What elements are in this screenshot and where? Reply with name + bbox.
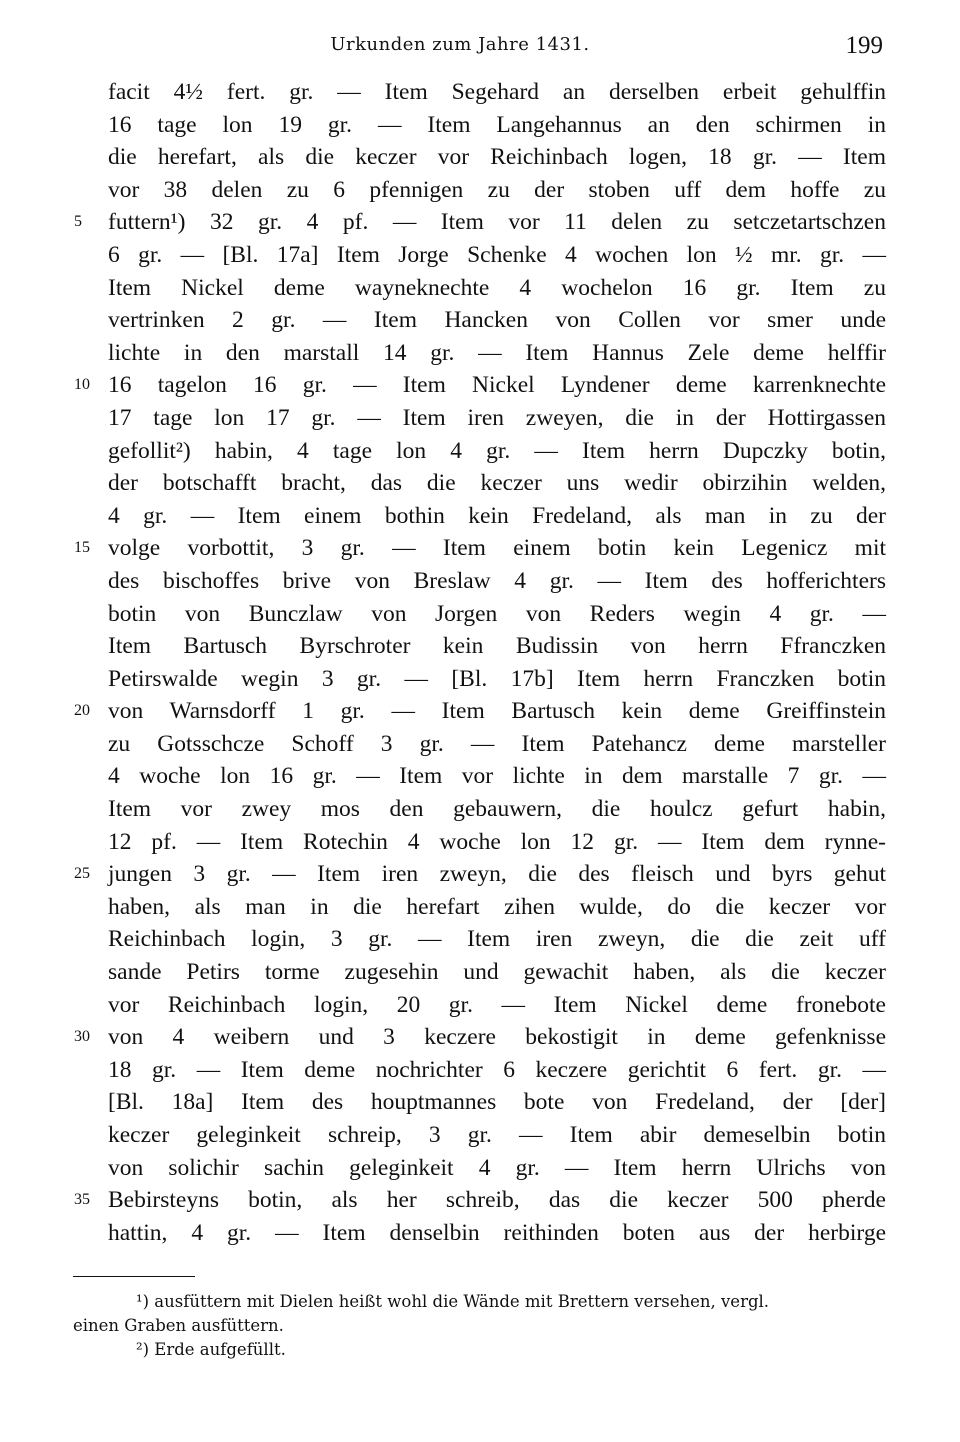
text-line — [74, 206, 886, 239]
text-line — [108, 239, 886, 272]
text-line — [108, 304, 886, 337]
line-text: Petirswalde wegin 3 gr. — [Bl. 17b] Item herrn Franczken botin — [108, 665, 886, 692]
text-line — [74, 1021, 886, 1054]
text-line — [108, 793, 886, 826]
text-line — [108, 565, 886, 598]
line-text: die herefart, als die keczer vor Reichinbach logen, 18 gr. — Item — [108, 144, 886, 171]
line-text: haben, als man in die herefart zihen wulde, do die keczer vor — [108, 893, 886, 920]
line-text: vertrinken 2 gr. — Item Hancken von Collen vor smer unde — [108, 307, 886, 334]
line-text: facit 4½ fert. gr. — Item Segehard an derselben erbeit gehulffin — [108, 79, 886, 105]
line-number: 20 — [74, 702, 90, 720]
line-text: 17 tage lon 17 gr. — Item iren zweyen, die in der Hottirgassen — [108, 404, 886, 431]
line-text: 16 tage lon 19 gr. — Item Langehannus an den schirmen in — [108, 111, 886, 138]
line-text: des bischoffes brive von Breslaw 4 gr. — Item des hofferichters — [108, 567, 886, 594]
text-line — [74, 695, 886, 728]
text-line — [108, 435, 886, 468]
line-text: lichte in den marstall 14 gr. — Item Hannus Zele deme helffir — [108, 339, 886, 366]
line-text: vor Reichinbach login, 20 gr. — Item Nickel deme fronebote — [108, 991, 886, 1018]
line-text: 6 gr. — [Bl. 17a] Item Jorge Schenke 4 wochen lon ½ mr. gr. — — [108, 241, 886, 268]
text-line — [108, 923, 886, 956]
text-line — [108, 76, 886, 109]
line-text: botin von Bunczlaw von Jorgen von Reders wegin 4 gr. — — [108, 600, 886, 627]
line-text: 12 pf. — Item Rotechin 4 woche lon 12 gr. — Item dem rynne- — [108, 828, 886, 855]
line-text: gefollit²) habin, 4 tage lon 4 gr. — Item herrn Dupczky botin, — [108, 437, 886, 464]
line-text: von solichir sachin geleginkeit 4 gr. — Item herrn Ulrichs von — [108, 1154, 886, 1181]
text-line — [108, 826, 886, 859]
line-text: futtern¹) 32 gr. 4 pf. — Item vor 11 delen zu setczetartschzen — [108, 209, 886, 236]
line-text: 18 gr. — Item deme nochrichter 6 keczere gerichtit 6 fert. gr. — — [108, 1056, 886, 1083]
footnote-line: einen Graben ausfüttern. — [73, 1316, 284, 1335]
text-line — [108, 989, 886, 1022]
footnote-line: ¹) ausfüttern mit Dielen heißt wohl die Wände mit Brettern versehen, vergl. — [136, 1292, 770, 1311]
page-number: 199 — [845, 32, 883, 59]
line-text: hattin, 4 gr. — Item denselbin reithinden boten aus der herbirge — [108, 1219, 886, 1246]
text-line — [108, 109, 886, 142]
text-line — [108, 630, 886, 663]
footnote-line: ²) Erde aufgefüllt. — [136, 1340, 286, 1359]
text-line — [74, 858, 886, 891]
text-line — [108, 467, 886, 500]
line-text: Item Bartusch Byrschroter kein Budissin von herrn Ffranczken — [108, 633, 886, 660]
text-line — [74, 369, 886, 402]
text-line — [74, 532, 886, 565]
line-number: 35 — [74, 1191, 90, 1209]
line-number: 25 — [74, 865, 90, 883]
text-line — [108, 760, 886, 793]
text-line — [108, 1086, 886, 1119]
line-number: 10 — [74, 376, 90, 394]
text-line — [108, 1054, 886, 1087]
text-line — [108, 1119, 886, 1152]
line-text: keczer geleginkeit schreip, 3 gr. — Item abir demeselbin botin — [108, 1122, 886, 1148]
line-text: der botschafft bracht, das die keczer uns wedir obirzihin welden, — [108, 470, 886, 497]
line-text: jungen 3 gr. — Item iren zweyn, die des fleisch und byrs gehut — [108, 861, 886, 888]
line-text: volge vorbottit, 3 gr. — Item einem botin kein Legenicz mit — [108, 535, 886, 562]
text-line — [108, 598, 886, 631]
line-number: 30 — [74, 1028, 90, 1046]
line-text: Item Nickel deme wayneknechte 4 wochelon 16 gr. Item zu — [108, 274, 886, 301]
text-line — [108, 728, 886, 761]
line-text: 4 woche lon 16 gr. — Item vor lichte in dem marstalle 7 gr. — — [108, 763, 886, 790]
text-line — [108, 141, 886, 174]
footnotes — [73, 1290, 888, 1362]
line-text: von 4 weibern und 3 keczere bekostigit in deme gefenknisse — [108, 1024, 886, 1051]
line-number: 5 — [74, 213, 82, 231]
line-text: Item vor zwey mos den gebauwern, die houlcz gefurt habin, — [108, 796, 886, 823]
line-text: von Warnsdorff 1 gr. — Item Bartusch kein deme Greiffinstein — [108, 698, 886, 725]
footnote-divider — [73, 1276, 195, 1277]
body-text — [74, 76, 886, 1249]
text-line — [108, 1152, 886, 1185]
text-line — [74, 1184, 886, 1217]
line-text: 16 tagelon 16 gr. — Item Nickel Lyndener deme karrenknechte — [108, 372, 886, 399]
text-line — [108, 891, 886, 924]
running-title: Urkunden zum Jahre 1431. — [330, 34, 590, 55]
text-line — [108, 174, 886, 207]
text-line — [108, 1217, 886, 1250]
line-text: Bebirsteyns botin, als her schreib, das die keczer 500 pherde — [108, 1187, 886, 1214]
text-line — [108, 663, 886, 696]
text-line — [108, 956, 886, 989]
text-line — [108, 500, 886, 533]
line-number: 15 — [74, 539, 90, 557]
line-text: zu Gotsschcze Schoff 3 gr. — Item Patehancz deme marsteller — [108, 730, 886, 757]
line-text: [Bl. 18a] Item des houptmannes bote von Fredeland, der [der] — [108, 1089, 886, 1116]
line-text: Reichinbach login, 3 gr. — Item iren zweyn, die die zeit uff — [108, 926, 886, 953]
text-line — [108, 272, 886, 305]
line-text: vor 38 delen zu 6 pfennigen zu der stoben uff dem hoffe zu — [108, 176, 886, 203]
line-text: sande Petirs torme zugesehin und gewachit haben, als die keczer — [108, 959, 886, 986]
line-text: 4 gr. — Item einem bothin kein Fredeland, als man in zu der — [108, 502, 886, 529]
text-line — [108, 337, 886, 370]
text-line — [108, 402, 886, 435]
